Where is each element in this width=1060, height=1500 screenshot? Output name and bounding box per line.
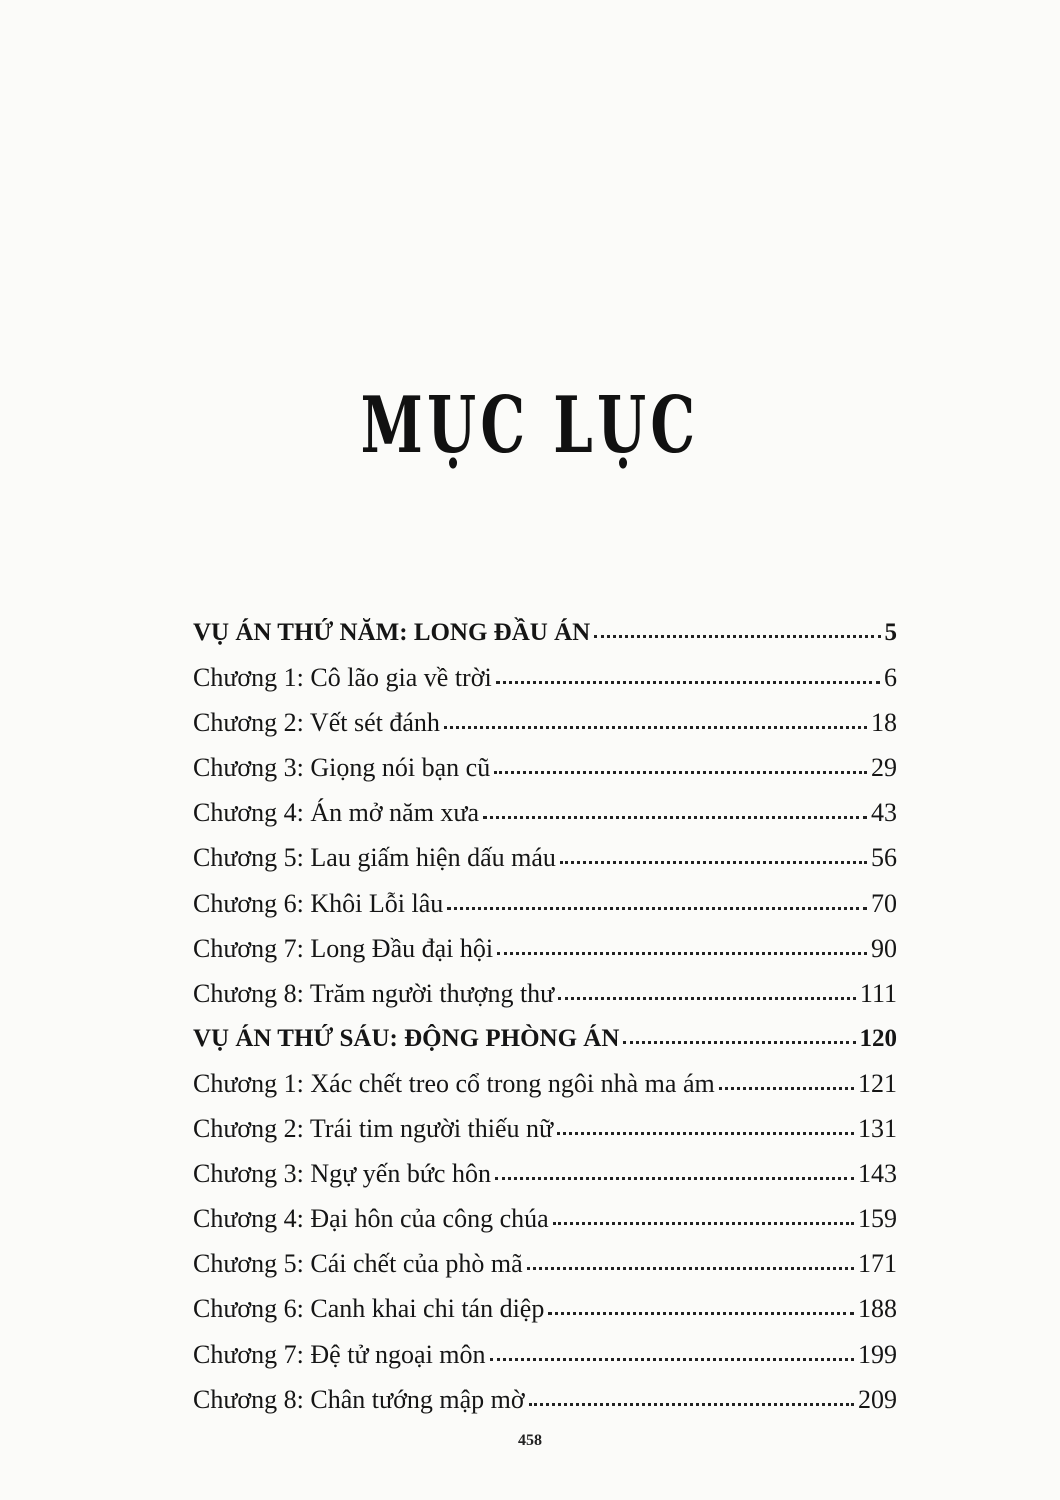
toc-entry-page: 159 [858, 1204, 897, 1234]
toc-chapter-entry [193, 700, 897, 745]
toc-entry-page: 43 [871, 798, 897, 828]
dot-leader [497, 949, 867, 955]
dot-leader [623, 1038, 855, 1044]
toc-entry-label: Chương 8: Trăm người thượng thư [193, 978, 555, 1008]
dot-leader [594, 632, 880, 638]
toc-chapter-entry [193, 971, 897, 1016]
toc-chapter-entry [193, 881, 897, 926]
toc-chapter-entry [193, 926, 897, 971]
dot-leader [553, 1219, 854, 1225]
toc-entry-page: 6 [884, 663, 897, 693]
dot-leader [557, 1129, 854, 1135]
toc-entry-page: 29 [871, 753, 897, 783]
dot-leader [527, 1264, 854, 1270]
toc-entry-label: Chương 8: Chân tướng mập mờ [193, 1384, 525, 1414]
toc-chapter-entry [193, 1196, 897, 1241]
dot-leader [558, 994, 856, 1000]
toc-chapter-entry [193, 1332, 897, 1377]
toc-part-entry [193, 1016, 897, 1061]
toc-entry-page: 143 [858, 1159, 897, 1189]
dot-leader [529, 1400, 854, 1406]
dot-leader [719, 1084, 854, 1090]
toc-chapter-entry [193, 1241, 897, 1286]
toc-entry-label: Chương 4: Đại hôn của công chúa [193, 1204, 549, 1234]
toc-entry-label: Chương 2: Trái tim người thiếu nữ [193, 1114, 554, 1144]
toc-entry-page: 131 [858, 1114, 897, 1144]
toc-chapter-entry [193, 1377, 897, 1422]
dot-leader [496, 678, 880, 684]
dot-leader [444, 723, 867, 729]
toc-entry-label: Chương 1: Cô lão gia về trời [193, 663, 492, 693]
toc-entry-page: 188 [858, 1294, 897, 1324]
toc-entry-label: Chương 5: Cái chết của phò mã [193, 1249, 523, 1279]
toc-entry-label: Chương 4: Án mở năm xưa [193, 798, 480, 828]
toc-entry-page: 111 [859, 978, 897, 1008]
toc-entry-page: 5 [884, 619, 897, 646]
dot-leader [447, 904, 867, 910]
toc-entry-label: Chương 6: Khôi Lỗi lâu [193, 888, 444, 918]
toc-entry-label: Chương 6: Canh khai chi tán diệp [193, 1294, 545, 1324]
toc-entry-page: 70 [871, 888, 897, 918]
toc-chapter-entry [193, 1061, 897, 1106]
dot-leader [560, 858, 867, 864]
toc-entry-page: 18 [871, 708, 897, 738]
dot-leader [494, 768, 867, 774]
toc-entry-label: Chương 5: Lau giấm hiện dấu máu [193, 843, 556, 873]
toc-entry-label: Chương 2: Vết sét đánh [193, 708, 440, 738]
toc-entry-label: Chương 3: Giọng nói bạn cũ [193, 753, 491, 783]
toc-entry-page: 209 [858, 1384, 897, 1414]
toc-entry-page: 121 [858, 1068, 897, 1098]
page-number: 458 [518, 1432, 542, 1449]
toc-chapter-entry [193, 1151, 897, 1196]
table-of-contents [193, 610, 897, 1422]
toc-entry-label: Chương 1: Xác chết treo cổ trong ngôi nhà ma ám [193, 1068, 715, 1098]
toc-chapter-entry [193, 835, 897, 880]
toc-part-entry [193, 610, 897, 655]
dot-leader [483, 813, 867, 819]
toc-chapter-entry [193, 1106, 897, 1151]
page-title: MỤC LỤC [360, 380, 700, 471]
dot-leader [490, 1355, 854, 1361]
toc-entry-label: VỤ ÁN THỨ NĂM: LONG ĐẦU ÁN [193, 619, 591, 646]
toc-entry-page: 120 [859, 1024, 897, 1052]
toc-entry-label: Chương 3: Ngự yến bức hôn [193, 1159, 491, 1189]
toc-entry-page: 199 [858, 1339, 897, 1369]
dot-leader [548, 1309, 854, 1315]
toc-chapter-entry [193, 1286, 897, 1331]
toc-entry-label: Chương 7: Long Đầu đại hội [193, 933, 494, 963]
toc-chapter-entry [193, 790, 897, 835]
dot-leader [495, 1174, 854, 1180]
toc-entry-page: 56 [871, 843, 897, 873]
toc-entry-page: 171 [858, 1249, 897, 1279]
toc-chapter-entry [193, 745, 897, 790]
toc-entry-label: Chương 7: Đệ tử ngoại môn [193, 1339, 486, 1369]
toc-chapter-entry [193, 655, 897, 700]
toc-entry-page: 90 [871, 933, 897, 963]
toc-entry-label: VỤ ÁN THỨ SÁU: ĐỘNG PHÒNG ÁN [193, 1024, 620, 1052]
